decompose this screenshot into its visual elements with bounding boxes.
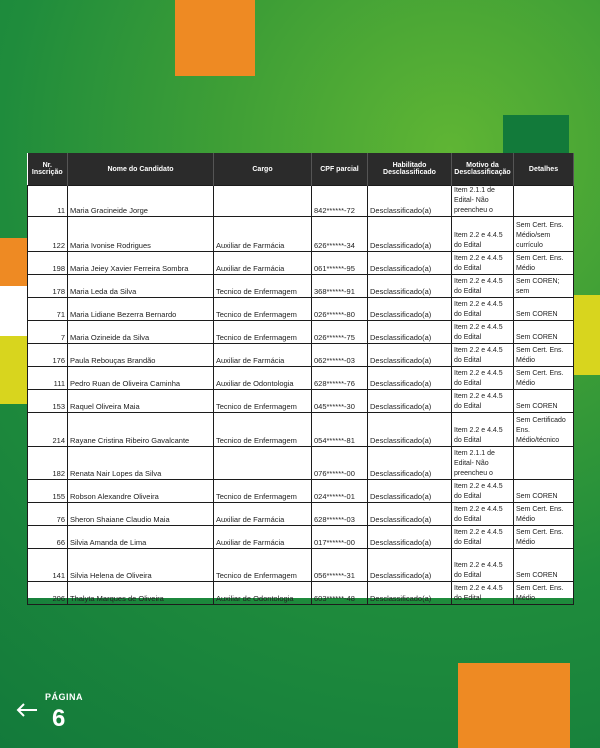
cell-detalhes: Sem Cert. Ens. Médio: [514, 503, 574, 526]
table-row: [28, 217, 574, 252]
decor-dark-green-block: [503, 115, 569, 155]
cell-status: Desclassificado(a): [368, 344, 452, 367]
table-row: [28, 252, 574, 275]
cell-motivo: Item 2.2 e 4.4.5 do Edital: [452, 217, 514, 252]
cell-detalhes: Sem COREN: [514, 480, 574, 503]
cell-nome: Pedro Ruan de Oliveira Caminha: [68, 367, 214, 390]
cell-nr: 122: [28, 217, 68, 252]
cell-status: Desclassificado(a): [368, 217, 452, 252]
cell-cargo: Auxiliar de Odontologia: [214, 582, 312, 605]
cell-status: Desclassificado(a): [368, 526, 452, 549]
cell-detalhes: Sem Cert. Ens. Médio: [514, 582, 574, 605]
cell-detalhes: Sem Cert. Ens. Médio: [514, 367, 574, 390]
cell-cpf: 628******-76: [312, 367, 368, 390]
cell-status: Desclassificado(a): [368, 447, 452, 480]
cell-cpf: 076******-00: [312, 447, 368, 480]
cell-nome: Silvia Amanda de Lima: [68, 526, 214, 549]
cell-motivo: Item 2.2 e 4.4.5 do Edital: [452, 275, 514, 298]
cell-nr: 111: [28, 367, 68, 390]
cell-status: Desclassificado(a): [368, 186, 452, 217]
table-row: [28, 526, 574, 549]
decor-yellow-right: [573, 295, 600, 375]
cell-nome: Maria Lidiane Bezerra Bernardo: [68, 298, 214, 321]
cell-cargo: Tecnico de Enfermagem: [214, 298, 312, 321]
cell-detalhes: Sem COREN: [514, 549, 574, 582]
cell-nr: 11: [28, 186, 68, 217]
page-label: PÁGINA: [45, 692, 84, 702]
cell-cargo: Tecnico de Enfermagem: [214, 321, 312, 344]
table-row: [28, 298, 574, 321]
cell-nr: 71: [28, 298, 68, 321]
cell-nr: 76: [28, 503, 68, 526]
cell-nr: 66: [28, 526, 68, 549]
cell-cpf: 628******-03: [312, 503, 368, 526]
cell-cargo: Tecnico de Enfermagem: [214, 413, 312, 447]
cell-cpf: 603******-48: [312, 582, 368, 605]
decor-orange-square-top: [175, 0, 255, 76]
cell-cpf: 056******-31: [312, 549, 368, 582]
cell-cargo: Tecnico de Enfermagem: [214, 390, 312, 413]
candidates-table: [27, 153, 574, 605]
cell-cpf: 054******-81: [312, 413, 368, 447]
decor-orange-square-bottom: [458, 663, 570, 748]
cell-nome: Paula Rebouças Brandão: [68, 344, 214, 367]
cell-nr: 153: [28, 390, 68, 413]
cell-motivo: Item 2.2 e 4.4.5 do Edital: [452, 298, 514, 321]
cell-nome: Maria Ozineide da Silva: [68, 321, 214, 344]
table-row: [28, 503, 574, 526]
cell-motivo: Item 2.2 e 4.4.5 do Edital: [452, 390, 514, 413]
cell-motivo: Item 2.2 e 4.4.5 do Edital: [452, 549, 514, 582]
cell-nr: 141: [28, 549, 68, 582]
cell-detalhes: [514, 447, 574, 480]
cell-status: Desclassificado(a): [368, 252, 452, 275]
col-header-status: Habilitado Desclassificado: [368, 153, 452, 186]
cell-nome: Thalyta Marques de Oliveira: [68, 582, 214, 605]
cell-status: Desclassificado(a): [368, 367, 452, 390]
cell-nome: Rayane Cristina Ribeiro Gavalcante: [68, 413, 214, 447]
table-row: [28, 344, 574, 367]
cell-cpf: 024******-01: [312, 480, 368, 503]
cell-motivo: Item 2.2 e 4.4.5 do Edital: [452, 367, 514, 390]
cell-detalhes: Sem Cert. Ens. Médio: [514, 526, 574, 549]
cell-nr: 198: [28, 252, 68, 275]
col-header-motivo: Motivo da Desclassificação: [452, 153, 514, 186]
cell-motivo: Item 2.2 e 4.4.5 do Edital: [452, 413, 514, 447]
cell-detalhes: Sem COREN: [514, 390, 574, 413]
col-header-nome: Nome do Candidato: [68, 153, 214, 186]
cell-detalhes: Sem COREN: [514, 298, 574, 321]
cell-nr: 178: [28, 275, 68, 298]
table-row: [28, 390, 574, 413]
col-header-inscricao: Nr. Inscrição: [28, 153, 68, 186]
cell-nr: 155: [28, 480, 68, 503]
arrow-left-icon[interactable]: [14, 697, 40, 723]
cell-cargo: Tecnico de Enfermagem: [214, 275, 312, 298]
cell-detalhes: Sem COREN: [514, 321, 574, 344]
cell-cargo: Auxiliar de Odontologia: [214, 367, 312, 390]
cell-cpf: 017******-00: [312, 526, 368, 549]
cell-detalhes: Sem Certificado Ens. Médio/técnico: [514, 413, 574, 447]
cell-nr: 206: [28, 582, 68, 605]
cell-cpf: 368******-91: [312, 275, 368, 298]
cell-nr: 7: [28, 321, 68, 344]
cell-motivo: Item 2.2 e 4.4.5 do Edital: [452, 321, 514, 344]
cell-nome: Silvia Helena de Oliveira: [68, 549, 214, 582]
cell-motivo: Item 2.1.1 de Edital- Não preencheu o: [452, 447, 514, 480]
cell-cargo: Auxiliar de Farmácia: [214, 344, 312, 367]
decor-white-left: [0, 286, 27, 336]
cell-cpf: 842******-72: [312, 186, 368, 217]
cell-motivo: Item 2.2 e 4.4.5 do Edital: [452, 526, 514, 549]
table-row: [28, 186, 574, 217]
cell-detalhes: Sem Cert. Ens. Médio/sem currículo: [514, 217, 574, 252]
cell-detalhes: Sem Cert. Ens. Médio: [514, 252, 574, 275]
cell-cpf: 045******-30: [312, 390, 368, 413]
cell-status: Desclassificado(a): [368, 503, 452, 526]
page-number: 6: [52, 705, 66, 732]
table-row: [28, 549, 574, 582]
cell-motivo: Item 2.2 e 4.4.5 do Edital: [452, 344, 514, 367]
cell-status: Desclassificado(a): [368, 413, 452, 447]
cell-nome: Sheron Shaiane Claudio Maia: [68, 503, 214, 526]
cell-status: Desclassificado(a): [368, 298, 452, 321]
cell-motivo: Item 2.2 e 4.4.5 do Edital: [452, 252, 514, 275]
cell-motivo: Item 2.1.1 de Edital- Não preencheu o: [452, 186, 514, 217]
cell-cargo: Tecnico de Enfermagem: [214, 480, 312, 503]
cell-cargo: Auxiliar de Farmácia: [214, 503, 312, 526]
cell-detalhes: Sem COREN; sem: [514, 275, 574, 298]
results-sheet: [27, 153, 573, 603]
cell-cargo: Auxiliar de Farmácia: [214, 217, 312, 252]
cell-status: Desclassificado(a): [368, 275, 452, 298]
cell-nome: Maria Gracineide Jorge: [68, 186, 214, 217]
col-header-cargo: Cargo: [214, 153, 312, 186]
cell-status: Desclassificado(a): [368, 390, 452, 413]
cell-detalhes: Sem Cert. Ens. Médio: [514, 344, 574, 367]
table-row: [28, 321, 574, 344]
cell-cargo: Tecnico de Enfermagem: [214, 549, 312, 582]
table-row: [28, 447, 574, 480]
cell-nome: Raquel Oliveira Maia: [68, 390, 214, 413]
table-row: [28, 275, 574, 298]
cell-nome: Renata Nair Lopes da Silva: [68, 447, 214, 480]
table-row: [28, 480, 574, 503]
cell-motivo: Item 2.2 e 4.4.5 do Edital: [452, 582, 514, 605]
cell-nome: Maria Jeiey Xavier Ferreira Sombra: [68, 252, 214, 275]
cell-nr: 182: [28, 447, 68, 480]
table-row: [28, 582, 574, 605]
cell-nome: Robson Alexandre Oliveira: [68, 480, 214, 503]
cell-nome: Maria Ivonise Rodrigues: [68, 217, 214, 252]
col-header-detalhes: Detalhes: [514, 153, 574, 186]
cell-cargo: Auxiliar de Farmácia: [214, 252, 312, 275]
cell-motivo: Item 2.2 e 4.4.5 do Edital: [452, 503, 514, 526]
cell-cargo: [214, 447, 312, 480]
table-row: [28, 367, 574, 390]
cell-motivo: Item 2.2 e 4.4.5 do Edital: [452, 480, 514, 503]
cell-detalhes: [514, 186, 574, 217]
cell-status: Desclassificado(a): [368, 582, 452, 605]
cell-cpf: 061******-95: [312, 252, 368, 275]
cell-cpf: 626******-34: [312, 217, 368, 252]
cell-status: Desclassificado(a): [368, 549, 452, 582]
decor-orange-left: [0, 238, 27, 286]
table-header-row: [28, 153, 574, 186]
cell-nome: Maria Leda da Silva: [68, 275, 214, 298]
col-header-cpf: CPF parcial: [312, 153, 368, 186]
cell-cargo: [214, 186, 312, 217]
table-row: [28, 413, 574, 447]
cell-cpf: 026******-80: [312, 298, 368, 321]
decor-yellow-left: [0, 336, 27, 404]
cell-cpf: 026******-75: [312, 321, 368, 344]
cell-status: Desclassificado(a): [368, 321, 452, 344]
cell-nr: 176: [28, 344, 68, 367]
cell-status: Desclassificado(a): [368, 480, 452, 503]
cell-cargo: Auxiliar de Farmácia: [214, 526, 312, 549]
cell-nr: 214: [28, 413, 68, 447]
cell-cpf: 062******-03: [312, 344, 368, 367]
